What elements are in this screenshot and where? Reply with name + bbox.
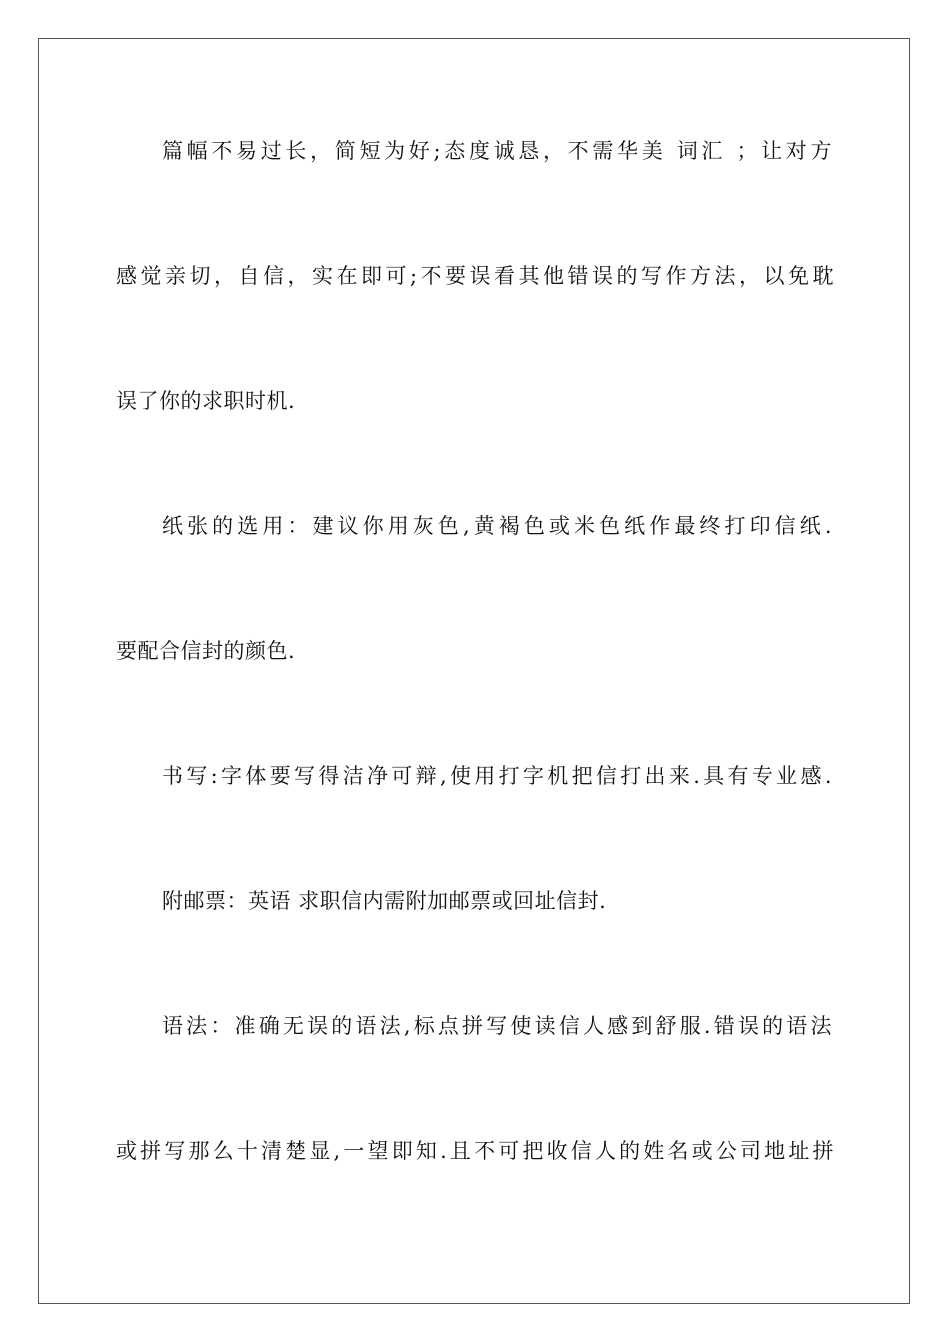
page-frame: [38, 38, 910, 1304]
text-line-5: 要配合信封的颜色.: [116, 639, 296, 663]
text-line-3: 误了你的求职时机.: [116, 389, 296, 413]
text-line-4: 纸张的选用：建议你用灰色,黄褐色或米色纸作最终打印信纸.: [162, 514, 832, 538]
text-line-8: 语法：准确无误的语法,标点拼写使读信人感到舒服.错误的语法: [162, 1014, 832, 1038]
text-line-1: 篇幅不易过长，简短为好;态度诚恳，不需华美 词汇 ；让对方: [162, 139, 832, 163]
text-line-6: 书写:字体要写得洁净可辩,使用打字机把信打出来.具有专业感.: [162, 764, 832, 788]
text-line-7: 附邮票：英语 求职信内需附加邮票或回址信封.: [162, 889, 607, 913]
text-line-2: 感觉亲切，自信，实在即可;不要误看其他错误的写作方法，以免耽: [116, 264, 834, 288]
text-line-9: 或拼写那么十清楚显,一望即知.且不可把收信人的姓名或公司地址拼: [116, 1139, 834, 1163]
